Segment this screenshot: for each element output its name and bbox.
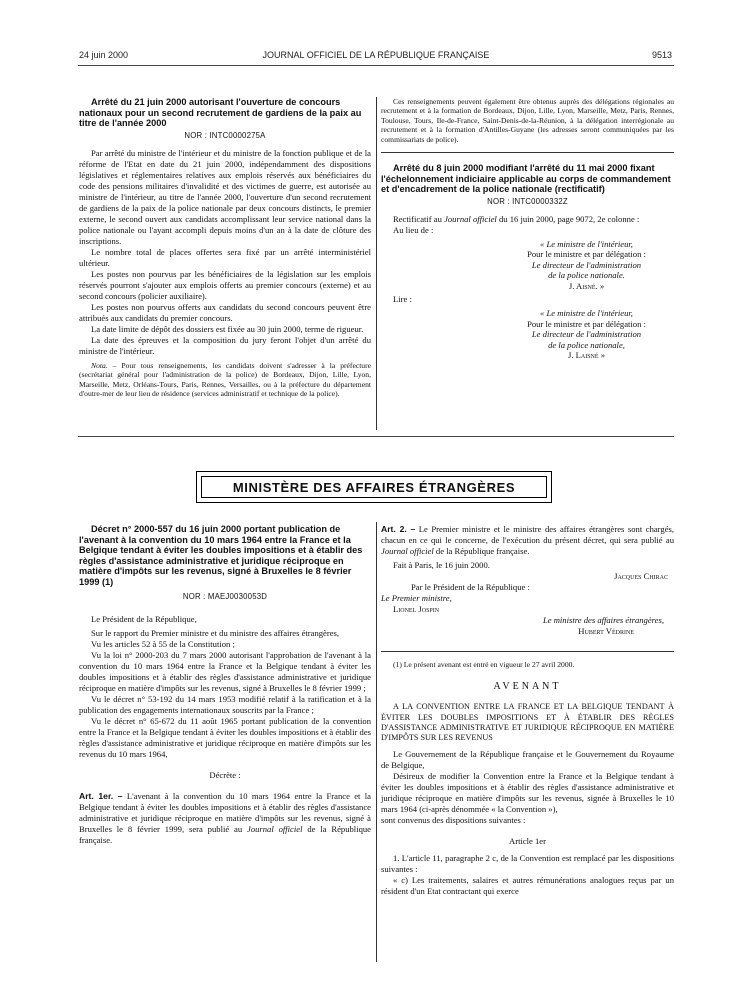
avenant-subtitle: A LA CONVENTION ENTRE LA FRANCE ET LA BELGIQUE TENDANT À ÉVITER LES DOUBLES IMPOSITIONS ET À ÉTABLIR DES RÈGLES D'ASSISTANCE ADMINISTRATIVE ET JURIDIQUE RÉCIPROQUE EN MATIÈRE D'IMPÔTS SUR LES REVENUS xyxy=(381,702,674,743)
decret-article-1: Art. 1er. – L'avenant à la convention du 10 mars 1964 entre la France et la Belgique tendant à éviter les doubles impositions et à établir des règles d'assistance administrative et juridique réciproque en matière d'impôts sur les revenus, signé à Bruxelles le 8 février 1999, sera publié au Journal officiel de la République française. xyxy=(79,790,371,845)
arrete-echelonnement-title: Arrêté du 8 juin 2000 modifiant l'arrêté du 11 mai 2000 fixant l'échelonnement indiciaire applicable au corps de commandement et d'encadrement de la police nationale (rectificatif) xyxy=(381,163,671,195)
decrete: Décrète : xyxy=(209,769,241,780)
arrete-gardiens-p6: La date des épreuves et la composition du jury feront l'objet d'un arrêté du ministre de l'intérieur. xyxy=(79,334,371,356)
ministre-affaires-etrangeres: Le ministre des affaires étrangères, xyxy=(542,615,664,625)
signature-jospin: Lionel Jospin xyxy=(393,604,440,614)
avenant-title: AVENANT xyxy=(493,681,562,693)
column-divider-bottom xyxy=(376,522,377,962)
section-rule-top xyxy=(78,436,674,437)
column-divider-top xyxy=(376,97,377,430)
header-rule xyxy=(78,65,674,66)
nota-label: Nota. xyxy=(91,360,108,370)
top-right-column xyxy=(381,97,674,361)
article-1-para-2: « c) Les traitements, salaires et autres rémunérations analogues reçus par un résident d'un Etat contractant qui exerce xyxy=(381,875,674,897)
arrete-gardiens-nota xyxy=(79,361,371,399)
decret-p4: Vu le décret n° 53-192 du 14 mars 1953 modifié relatif à la ratification et à la publication des engagements internationaux souscrits par la France ; xyxy=(79,693,371,715)
header-page-number: 9513 xyxy=(651,50,672,60)
par-le-president: Par le Président de la République : xyxy=(411,582,530,592)
header-date: 24 juin 2000 xyxy=(79,50,129,60)
decret-p3: Vu la loi n° 2000-203 du 7 mars 2000 autorisant l'approbation de l'avenant à la convention du 10 mars 1964 entre la France et la Belgique tendant à éviter les doubles impositions et à établir des règles d'assistance administrative et juridique réciproque en matière d'impôts sur les revenus, signé à Bruxelles le 8 février 1999 ; xyxy=(79,649,371,693)
arrete-gardiens-p3: Les postes non pourvus par les bénéficiaires de la législation sur les emplois réservés pourront s'ajouter aux emplois offerts au premier concours (externe) et au second concours (policier auxiliaire). xyxy=(79,268,371,301)
arrete-echelonnement-nor: NOR : INTC0000332Z xyxy=(487,196,568,206)
ministry-heading: MINISTÈRE DES AFFAIRES ÉTRANGÈRES xyxy=(201,476,547,498)
premier-ministre: Le Premier ministre, xyxy=(381,593,452,603)
decret-p5: Vu le décret n° 65-672 du 11 août 1965 portant publication de la convention entre la France et la Belgique tendant à éviter les doubles impositions et à établir des règles d'assistance administrative et juridique réciproque en matière d'impôts sur les revenus du 10 mars 1964, xyxy=(79,715,371,759)
arrete-gardiens-p2: Le nombre total de places offertes sera fixé par un arrêté interministériel ultérieur. xyxy=(79,246,371,268)
article-1-para-1: 1. L'article 11, paragraphe 2 c, de la Convention est remplacé par les dispositions suivantes : xyxy=(381,853,674,875)
article-1-heading: Article 1er xyxy=(509,836,546,847)
rectificatif-paragraph: Rectificatif au Journal officiel du 16 juin 2000, page 9072, 2e colonne : xyxy=(393,213,640,224)
signature-chirac: Jacques Chirac xyxy=(614,571,668,581)
renseignements-paragraph: Ces renseignements peuvent également être obtenus auprès des délégations régionales au recrutement et à la formation de Bordeaux, Dijon, Lille, Lyon, Marseille, Metz, Paris, Rennes, Toulouse, Tours, Ile-de-France, Saint-Denis-de-la-Réunion, à la délégation interrégionale au recrutement et à la formation d'Antilles-Guyane (les adresses seront communiquées par les commissariats de police). xyxy=(381,97,674,144)
avenant-p2: Désireux de modifier la Convention entre la France et la Belgique tendant à éviter les doubles impositions et à établir des règles d'assistance administrative et juridique réciproque en matière d'impôts sur les revenus, signée à Bruxelles le 10 mars 1964 (ci-après dénommée « la Convention »), xyxy=(381,771,674,815)
decret-p0: Le Président de la République, xyxy=(91,613,197,624)
avenant-p3: sont convenus des dispositions suivantes : xyxy=(381,815,526,826)
decret-column xyxy=(79,524,371,846)
arrete-gardiens-p5: La date limite de dépôt des dossiers est fixée au 30 juin 2000, terme de rigueur. xyxy=(91,323,364,334)
nota-text: – Pour tous renseignements, les candidats doivent s'adresser à la préfecture (secrétariat général pour l'administration de la police) de Bordeaux, Dijon, Lille, Lyon, Marseille, Metz, Orléans-Tours, Paris, Rennes, Versailles, ou à la préfecture du département d'outre-mer de leur lieu de résidence (services administratif et technique de la police). xyxy=(79,360,371,398)
arrete-gardiens-column xyxy=(79,97,371,398)
arrete-gardiens-p4: Les postes non pourvus offerts aux candidats du second concours peuvent être attribués aux candidats du premier concours. xyxy=(79,301,371,323)
decret-title: Décret n° 2000-557 du 16 juin 2000 portant publication de l'avenant à la convention du 10 mars 1964 entre la France et la Belgique tendant à éviter les doubles impositions et à établir des règles d'assistance administrative et juridique réciproque en matière d'impôts sur les revenus, signé à Bruxelles le 8 février 1999 (1) xyxy=(79,524,363,587)
footnote-rule xyxy=(381,651,674,652)
signature-vedrine: Hubert Védrine xyxy=(578,626,634,636)
decret-p1: Sur le rapport du Premier ministre et du ministre des affaires étrangères, xyxy=(91,627,340,638)
decret-avenant-column xyxy=(381,524,674,897)
lire: Lire : xyxy=(393,294,412,305)
footnote: (1) Le présent avenant est entré en vigueur le 27 avril 2000. xyxy=(393,660,575,669)
decret-article-2: Art. 2. – Le Premier ministre et le ministre des affaires étrangères sont chargés, chacun en ce qui le concerne, de l'exécution du présent décret, qui sera publié au Journal officiel de la République française. xyxy=(381,524,674,556)
quote-lire: « Le ministre de l'intérieur, Pour le ministre et par délégation : Le directeur de l'administration de la police nationale, J. Laisné » xyxy=(527,308,646,361)
decret-nor: NOR : MAEJ0030053D xyxy=(182,591,268,601)
arrete-gardiens-p1: Par arrêté du ministre de l'intérieur et du ministre de la fonction publique et de la réforme de l'Etat en date du 21 juin 2000, indépendamment des dispositions législatives et réglementaires relatives aux emplois réservés aux bénéficiaires du code des pensions militaires d'invalidité et des victimes de guerre, est autorisée au ministre de l'intérieur, au titre de l'année 2000, l'ouverture d'un second recrutement de gardiens de la paix de la police nationale par deux concours distincts, le premier externe, le second ouvert aux candidats accomplissant leur service national dans la police nationale ou l'ayant accompli depuis moins d'un an à la date de clôture des inscriptions. xyxy=(79,147,371,246)
arrete-gardiens-title: Arrêté du 21 juin 2000 autorisant l'ouverture de concours nationaux pour un second recrutement de gardiens de la paix au titre de l'année 2000 xyxy=(79,97,362,129)
avenant-p1: Le Gouvernement de la République française et le Gouvernement du Royaume de Belgique, xyxy=(381,749,674,771)
fait-a-paris: Fait à Paris, le 16 juin 2000. xyxy=(393,560,490,570)
decret-p2: Vu les articles 52 à 55 de la Constitution ; xyxy=(91,638,235,649)
arrete-gardiens-nor: NOR : INTC0000275A xyxy=(184,130,266,140)
section-rule xyxy=(381,152,674,153)
quote-au-lieu: « Le ministre de l'intérieur, Pour le ministre et par délégation : Le directeur de l'administration de la police nationale. J. Aisné. » xyxy=(527,238,646,291)
au-lieu-de: Au lieu de : xyxy=(393,224,434,235)
header-journal: JOURNAL OFFICIEL DE LA RÉPUBLIQUE FRANÇAISE xyxy=(262,50,490,60)
